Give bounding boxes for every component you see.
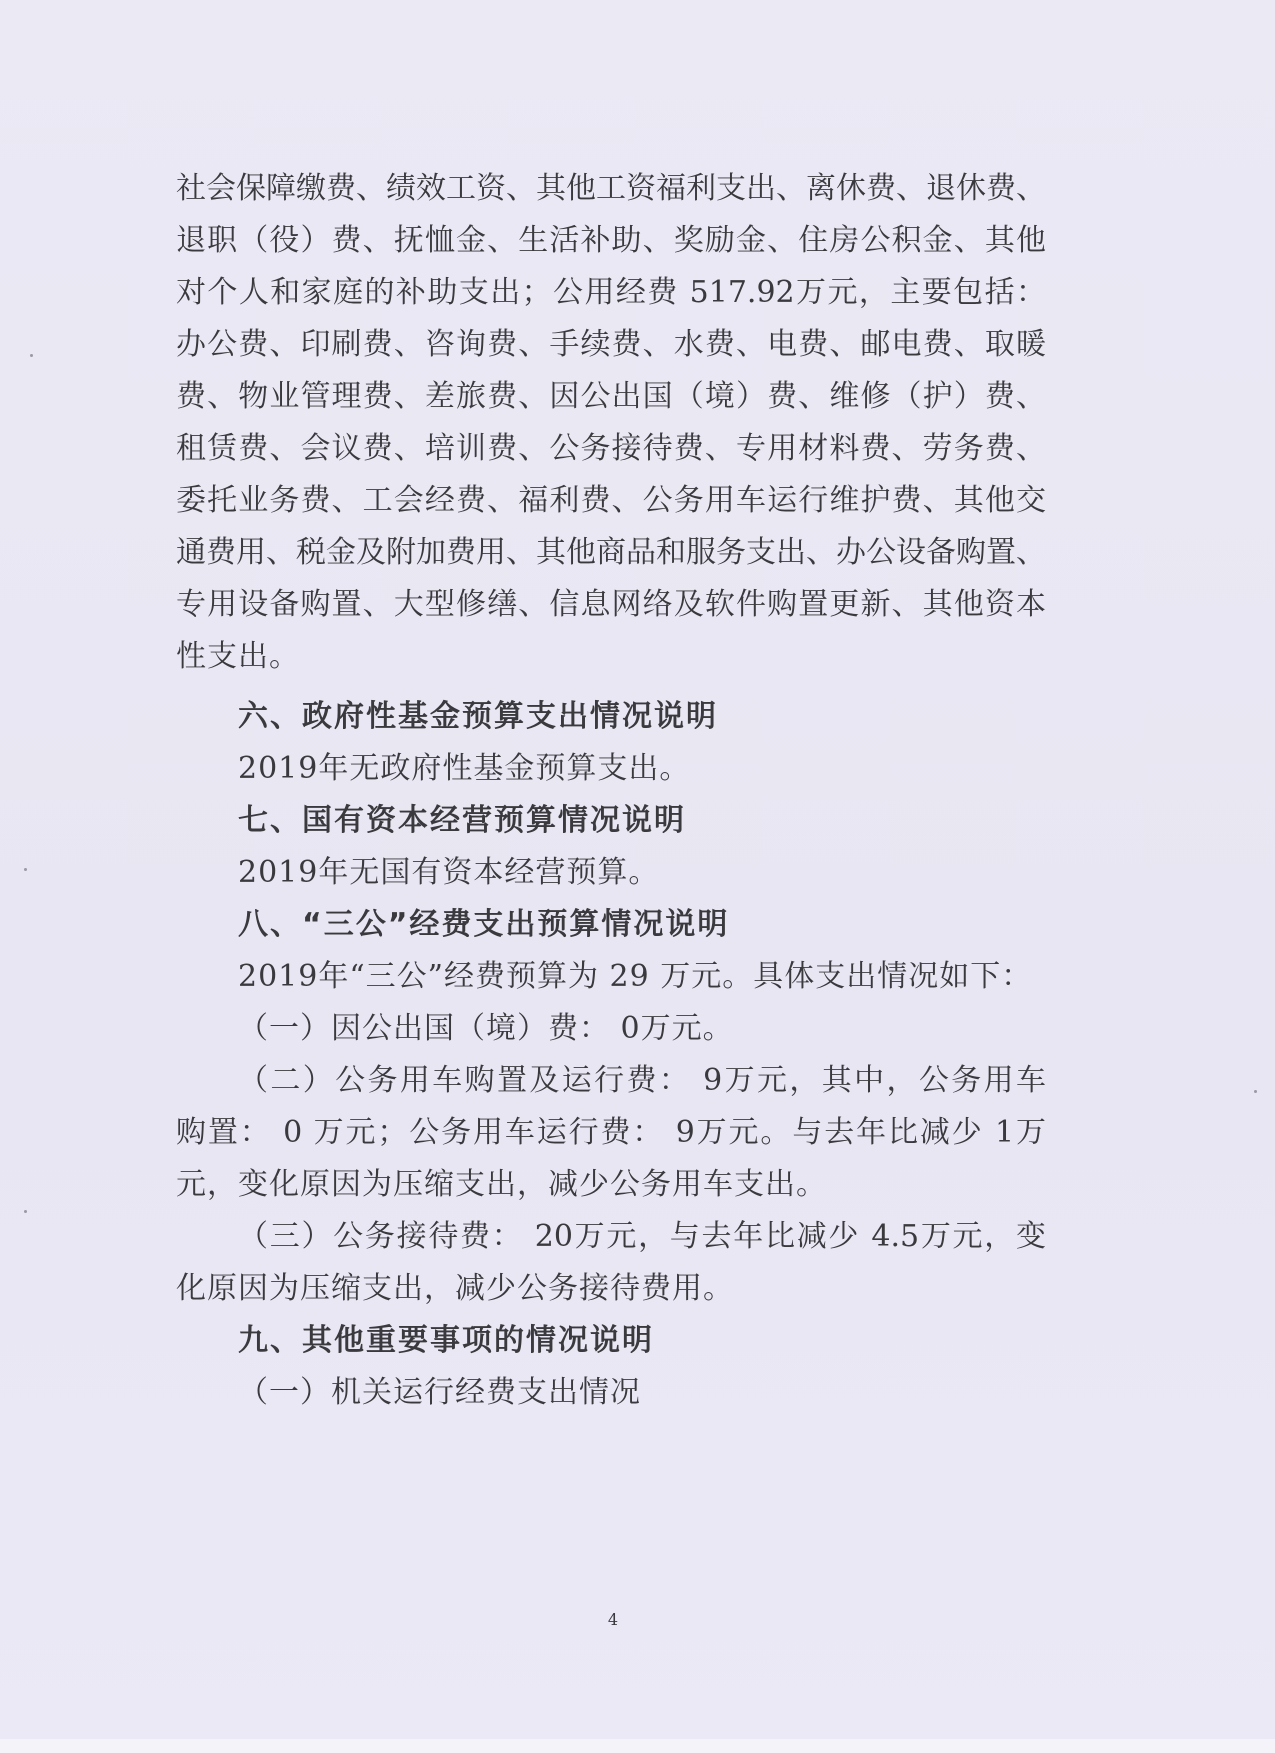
body-line: 元，变化原因为压缩支出，减少公务用车支出。 [176, 1167, 827, 1202]
scan-speck [1254, 1090, 1257, 1093]
body-line: 租赁费、会议费、培训费、公务接待费、专用材料费、劳务费、 [176, 431, 1046, 466]
section-heading-7: 七、国有资本经营预算情况说明 [238, 803, 686, 838]
page-number: 4 [607, 1610, 619, 1629]
body-line: 购置： 0 万元；公务用车运行费： 9万元。与去年比减少 1万 [176, 1115, 1046, 1150]
body-line: （二）公务用车购置及运行费： 9万元，其中，公务用车 [238, 1063, 1046, 1098]
scan-speck [24, 868, 27, 871]
section-heading-8: 八、“三公”经费支出预算情况说明 [238, 907, 730, 942]
scan-speck [24, 1210, 27, 1213]
body-line: 性支出。 [176, 639, 300, 674]
body-line: 对个人和家庭的补助支出；公用经费 517.92万元，主要包括： [176, 275, 1046, 310]
body-line: 2019年无国有资本经营预算。 [238, 855, 660, 890]
body-line: 办公费、印刷费、咨询费、手续费、水费、电费、邮电费、取暖 [176, 327, 1046, 362]
body-line: 通费用、税金及附加费用、其他商品和服务支出、办公设备购置、 [176, 535, 1046, 570]
body-line: 2019年无政府性基金预算支出。 [238, 751, 691, 786]
body-line: （一）机关运行经费支出情况 [238, 1375, 641, 1410]
body-line: 2019年“三公”经费预算为 29 万元。具体支出情况如下： [238, 959, 1033, 994]
body-line: 委托业务费、工会经费、福利费、公务用车运行维护费、其他交 [176, 483, 1046, 518]
body-line: 退职（役）费、抚恤金、生活补助、奖励金、住房公积金、其他 [176, 223, 1046, 258]
section-heading-6: 六、政府性基金预算支出情况说明 [238, 699, 718, 734]
body-line: （一）因公出国（境）费： 0万元。 [238, 1011, 734, 1046]
section-heading-9: 九、其他重要事项的情况说明 [238, 1323, 654, 1358]
scan-speck [30, 354, 33, 357]
body-line: 化原因为压缩支出，减少公务接待费用。 [176, 1271, 734, 1306]
body-line: 费、物业管理费、差旅费、因公出国（境）费、维修（护）费、 [176, 379, 1046, 414]
body-line: 专用设备购置、大型修缮、信息网络及软件购置更新、其他资本 [176, 587, 1046, 622]
body-line: （三）公务接待费： 20万元，与去年比减少 4.5万元，变 [238, 1219, 1046, 1254]
paper-bottom-edge [0, 1739, 1275, 1753]
body-line: 社会保障缴费、绩效工资、其他工资福利支出、离休费、退休费、 [176, 171, 1046, 206]
